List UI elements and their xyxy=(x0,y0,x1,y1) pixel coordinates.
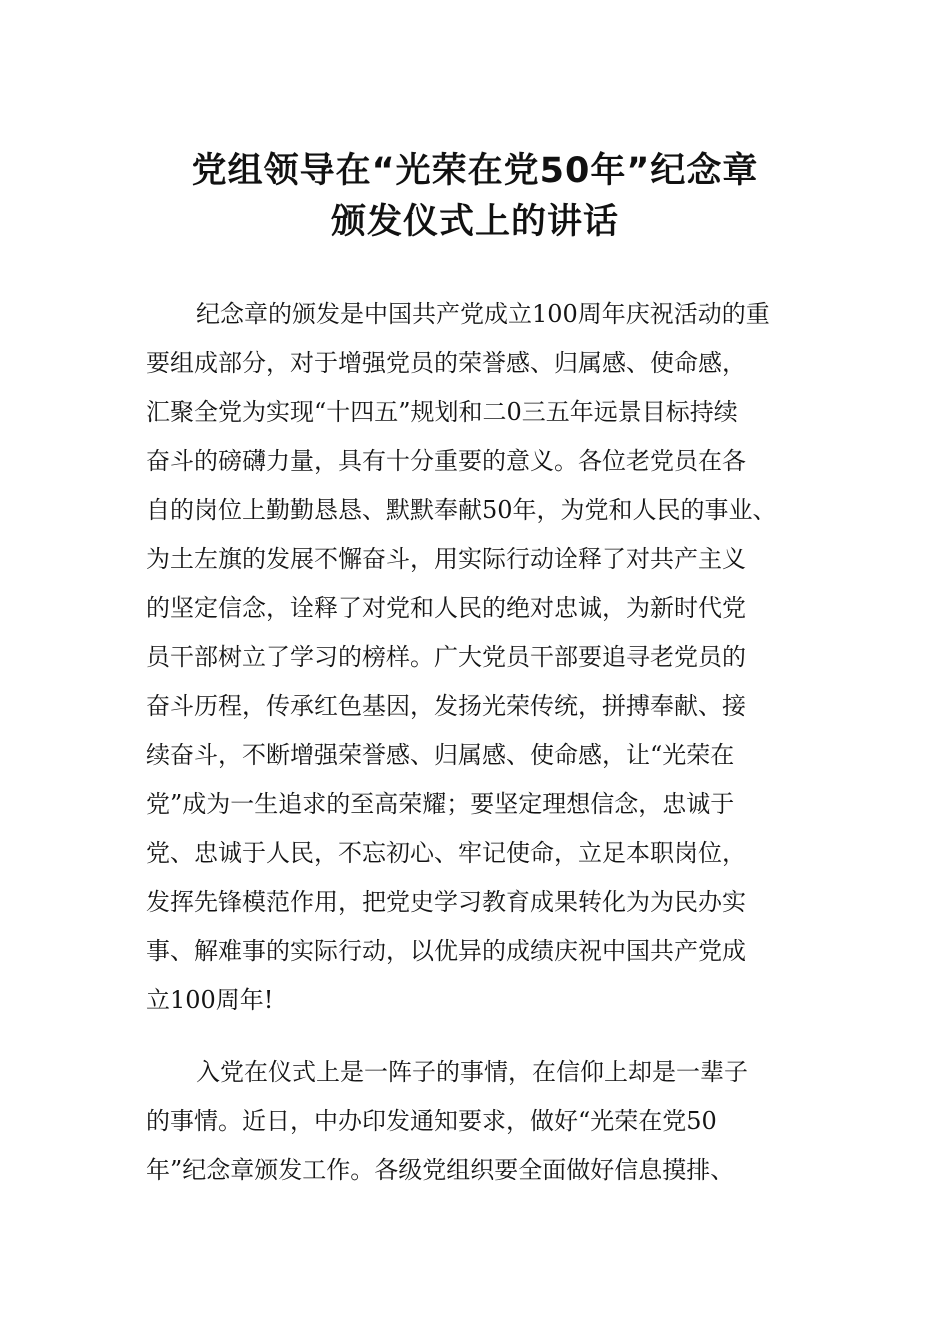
paragraph-line: 员干部树立了学习的榜样。广大党员干部要追寻老党员的 xyxy=(146,643,746,671)
paragraph-line: 自的岗位上勤勤恳恳、默默奉献50年，为党和人民的事业、 xyxy=(146,496,777,524)
paragraph-line: 的事情。近日，中办印发通知要求，做好“光荣在党50 xyxy=(146,1107,717,1135)
document-title-line-2: 颁发仪式上的讲话 xyxy=(330,202,619,242)
paragraph-line: 事、解难事的实际行动，以优异的成绩庆祝中国共产党成 xyxy=(146,937,746,965)
paragraph-line: 纪念章的颁发是中国共产党成立100周年庆祝活动的重 xyxy=(196,300,770,328)
paragraph-line: 的坚定信念，诠释了对党和人民的绝对忠诚，为新时代党 xyxy=(146,594,746,622)
paragraph-line: 党”成为一生追求的至高荣耀；要坚定理想信念，忠诚于 xyxy=(146,790,735,818)
paragraph-line: 年”纪念章颁发工作。各级党组织要全面做好信息摸排、 xyxy=(146,1156,735,1184)
paragraph-line: 要组成部分，对于增强党员的荣誉感、归属感、使命感， xyxy=(146,349,746,377)
paragraph-line: 立100周年! xyxy=(146,986,274,1014)
paragraph-2 xyxy=(146,1048,826,1195)
paragraph-line: 为土左旗的发展不懈奋斗，用实际行动诠释了对共产主义 xyxy=(146,545,746,573)
paragraph-1 xyxy=(146,290,826,1025)
paragraph-line: 发挥先锋模范作用，把党史学习教育成果转化为为民办实 xyxy=(146,888,746,916)
paragraph-line: 党、忠诚于人民，不忘初心、牢记使命，立足本职岗位， xyxy=(146,839,746,867)
document-title-line-1: 党组领导在“光荣在党50年”纪念章 xyxy=(191,151,759,191)
paragraph-line: 奋斗的磅礴力量，具有十分重要的意义。各位老党员在各 xyxy=(146,447,746,475)
paragraph-line: 入党在仪式上是一阵子的事情，在信仰上却是一辈子 xyxy=(196,1058,748,1086)
paragraph-line: 续奋斗，不断增强荣誉感、归属感、使命感，让“光荣在 xyxy=(146,741,735,769)
paragraph-line: 奋斗历程，传承红色基因，发扬光荣传统，拼搏奉献、接 xyxy=(146,692,746,720)
paragraph-line: 汇聚全党为实现“十四五”规划和二0三五年远景目标持续 xyxy=(146,398,738,426)
